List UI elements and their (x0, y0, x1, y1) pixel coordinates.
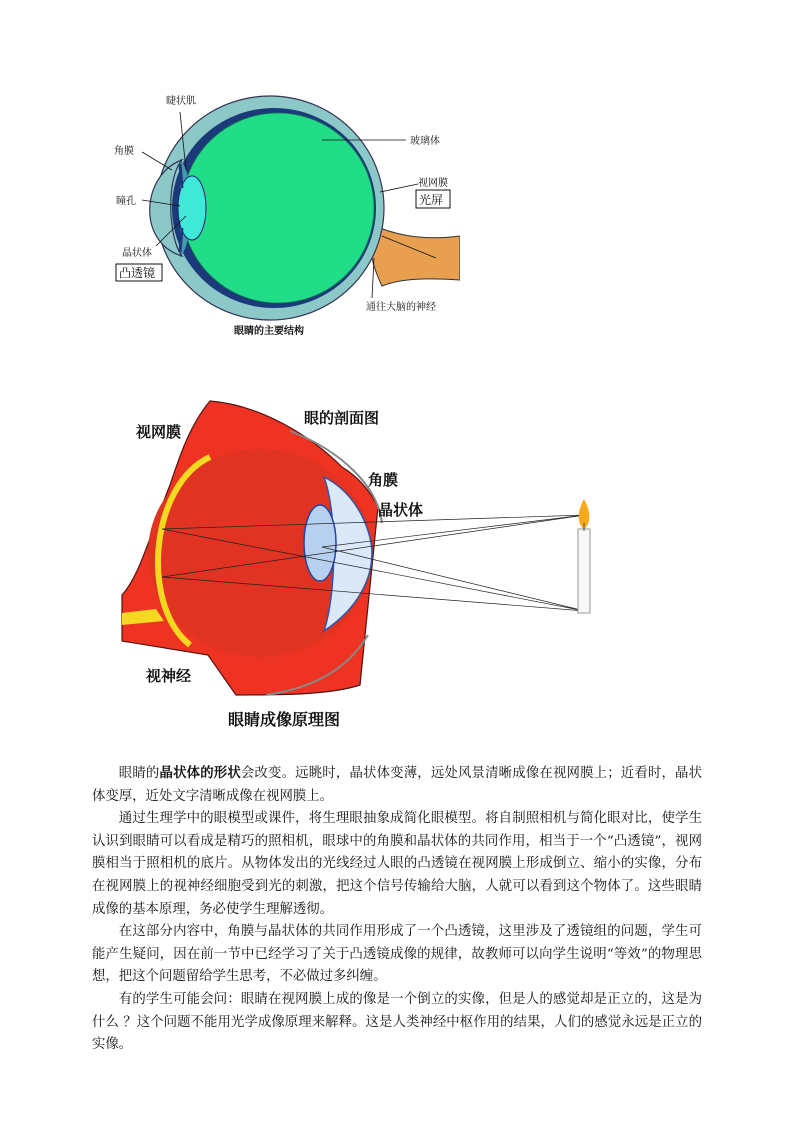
label-lens: 晶状体 (122, 248, 152, 259)
paragraph-4: 有的学生可能会问：眼睛在视网膜上成的像是一个倒立的实像，但是人的感觉却是正立的，这是为什么 ？这个问题不能用光学成像原理来解释。这是人类神经中枢作用的结果，人们的感觉永远是正立的实像。 (92, 991, 702, 1053)
eye-imaging-diagram (110, 395, 630, 740)
label-nerve: 通往大脑的神经 (366, 302, 436, 313)
label-cornea: 角膜 (368, 471, 399, 489)
body-text (92, 762, 702, 1057)
paragraph-2: 通过生理学中的眼模型或课件，将生理眼抽象成简化眼模型。将自制照相机与简化眼对比，使学生认识到眼睛可以看成是精巧的照相机，眼球中的角膜和晶状体的共同作用，相当于一个“凸透镜”，视网膜相当于照相机的底片。从物体发出的光线经过人眼的凸透镜在视网膜上形成倒立、缩小的实像，分布在视网膜上的视神经细胞受到光的刺激，把这个信号传输给大脑，人就可以看到这个物体了。这些眼睛成像的基本原理，务必使学生理解透彻。 (92, 811, 702, 917)
label-retina: 视网膜 (418, 178, 448, 189)
label-convex-lens: 凸透镜 (119, 266, 156, 280)
label-screen: 光屏 (419, 193, 444, 207)
eye-structure-diagram (110, 88, 460, 340)
figure2-caption: 眼睛成像原理图 (228, 710, 341, 729)
label-optic-nerve: 视神经 (146, 667, 192, 685)
vitreous-shape (182, 113, 374, 303)
paragraph-1: 眼睛的晶状体的形状会改变。远眺时，晶状体变薄，远处风景清晰成像在视网膜上；近看时，晶状体变厚，近处文字清晰成像在视网膜上。 (92, 765, 703, 804)
candle-body (578, 529, 590, 613)
bold-term: 晶状体的形状 (159, 765, 241, 781)
label-ciliary: 睫状肌 (166, 96, 196, 107)
label-vitreous: 玻璃体 (410, 136, 440, 147)
label-pupil: 瞳孔 (116, 196, 136, 207)
figure1-caption: 眼睛的主要结构 (234, 326, 304, 337)
label-cornea: 角膜 (114, 146, 134, 157)
paragraph-3: 在这部分内容中，角膜与晶状体的共同作用形成了一个凸透镜，这里涉及了透镜组的问题，学生可能产生疑问，因在前一节中已经学习了关于凸透镜成像的规律，故教师可以向学生说明“等效”的物理思想，把这个问题留给学生思考，不必做过多纠缠。 (92, 924, 702, 985)
label-retina: 视网膜 (136, 423, 182, 441)
lens-shape (304, 505, 336, 581)
figure2-title: 眼的剖面图 (304, 409, 380, 427)
label-lens: 晶状体 (378, 501, 424, 519)
